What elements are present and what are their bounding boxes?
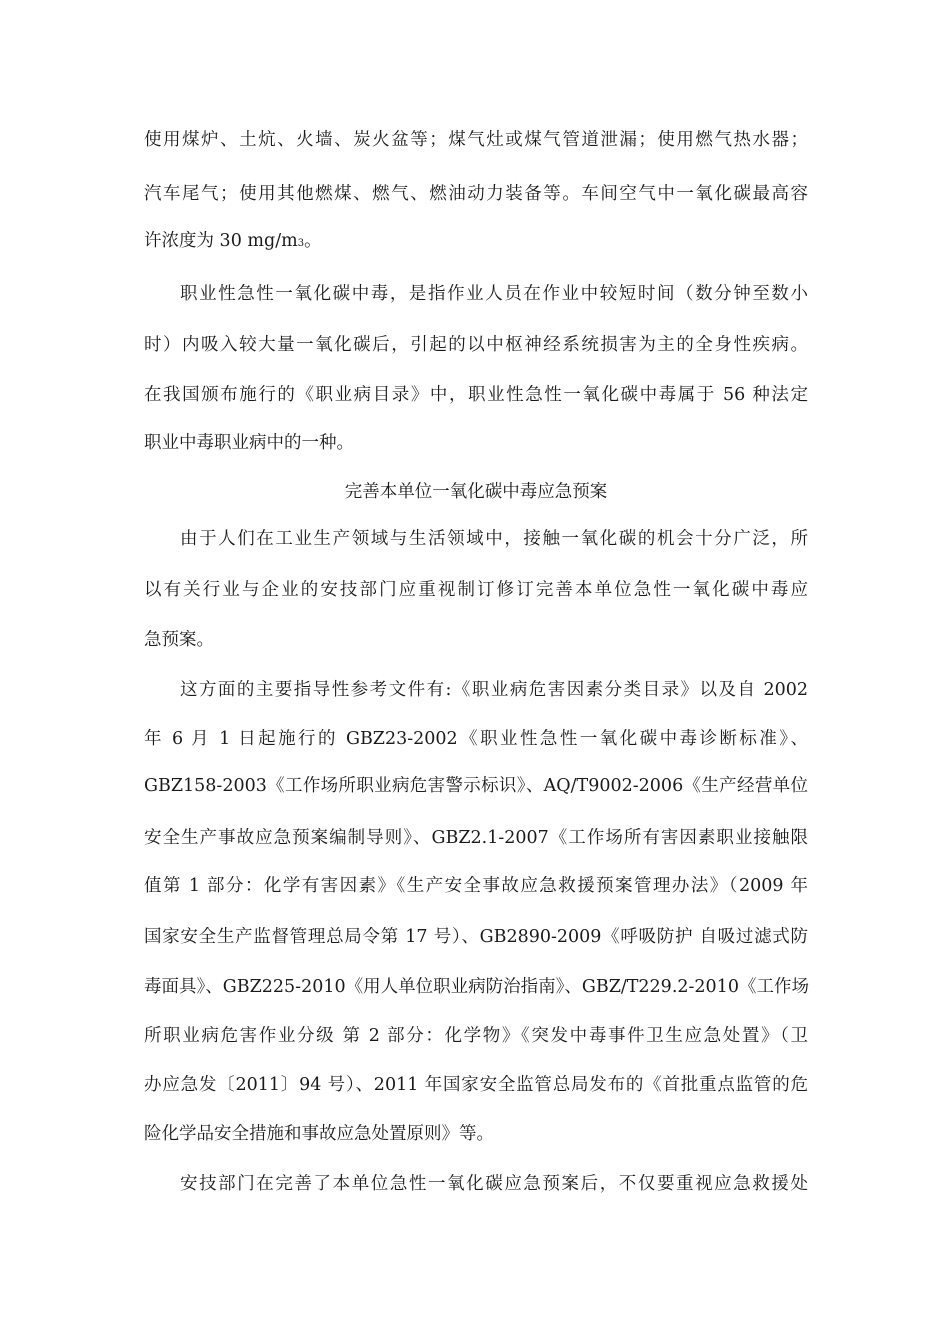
- paragraph-1-line-2: 汽车尾气；使用其他燃煤、燃气、燃油动力装备等。车间空气中一氧化碳最高容: [144, 184, 808, 204]
- paragraph-2-line-4: 职业中毒职业病中的一种。: [144, 433, 354, 453]
- paragraph-4-line-2: 年 6 月 1 日起施行的 GBZ23-2002《职业性急性一氧化碳中毒诊断标准》、: [144, 729, 808, 749]
- paragraph-4-line-10: 险化学品安全措施和事故应急处置原则》等。: [144, 1124, 494, 1144]
- paragraph-2-line-1: 职业性急性一氧化碳中毒，是指作业人员在作业中较短时间（数分钟至数小: [180, 284, 808, 304]
- paragraph-4-line-9: 办应急发〔2011〕94 号）、2011 年国家安全监管总局发布的《首批重点监管的危: [144, 1075, 808, 1095]
- sentence-end: 。: [304, 231, 322, 251]
- paragraph-3-line-3: 急预案。: [144, 630, 214, 650]
- unit-superscript: 3: [297, 238, 305, 249]
- paragraph-5-line-1: 安技部门在完善了本单位急性一氧化碳应急预案后，不仅要重视应急救援处: [180, 1174, 808, 1194]
- paragraph-4-line-5: 值第 1 部分：化学有害因素》《生产安全事故应急救援预案管理办法》（2009 年: [144, 876, 808, 896]
- paragraph-4-line-4: 安全生产事故应急预案编制导则》、GBZ2.1-2007《工作场所有害因素职业接触限: [144, 828, 808, 848]
- paragraph-1-line-1: 使用煤炉、土炕、火墙、炭火盆等；煤气灶或煤气管道泄漏；使用燃气热水器；: [144, 130, 808, 150]
- paragraph-4-line-8: 所职业病危害作业分级 第 2 部分：化学物》《突发中毒事件卫生应急处置》（卫: [144, 1026, 808, 1046]
- paragraph-2-line-2: 时）内吸入较大量一氧化碳后，引起的以中枢神经系统损害为主的全身性疾病。: [144, 335, 808, 355]
- concentration-text: 许浓度为 30 mg/m: [144, 231, 298, 251]
- paragraph-3-line-1: 由于人们在工业生产领域与生活领域中，接触一氧化碳的机会十分广泛，所: [180, 529, 808, 549]
- paragraph-4-line-1: 这方面的主要指导性参考文件有:《职业病危害因素分类目录》以及自 2002: [180, 680, 808, 700]
- section-heading: 完善本单位一氧化碳中毒应急预案: [344, 482, 608, 502]
- paragraph-4-line-6: 国家安全生产监督管理总局令第 17 号）、GB2890-2009《呼吸防护 自吸过滤式防: [144, 927, 808, 947]
- paragraph-1-line-3: [144, 226, 808, 256]
- paragraph-4-line-3: GBZ158-2003《工作场所职业病危害警示标识》、AQ/T9002-2006《生产经营单位: [144, 776, 808, 796]
- paragraph-3-line-2: 以有关行业与企业的安技部门应重视制订修订完善本单位急性一氧化碳中毒应: [144, 580, 808, 600]
- paragraph-2-line-3: 在我国颁布施行的《职业病目录》中，职业性急性一氧化碳中毒属于 56 种法定: [144, 385, 808, 405]
- paragraph-4-line-7: 毒面具》、GBZ225-2010《用人单位职业病防治指南》、GBZ/T229.2-2010《工作场: [144, 977, 809, 997]
